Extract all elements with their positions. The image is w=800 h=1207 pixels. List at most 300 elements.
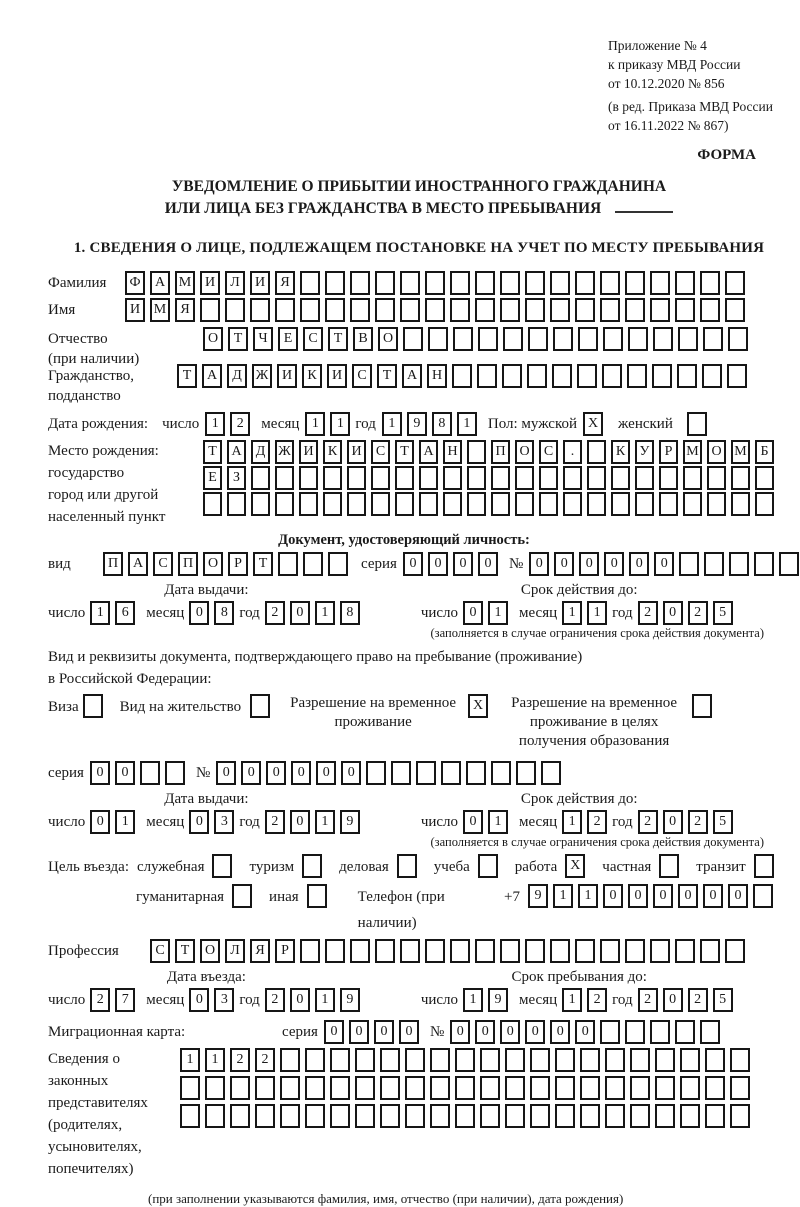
char-cell[interactable]: П <box>178 552 198 576</box>
char-cell[interactable] <box>635 492 654 516</box>
char-cell[interactable]: Е <box>278 327 298 351</box>
char-cell[interactable]: 9 <box>407 412 427 436</box>
char-cell[interactable] <box>300 298 320 322</box>
char-cell[interactable] <box>553 327 573 351</box>
char-cell[interactable]: X <box>565 854 585 878</box>
char-cell[interactable] <box>552 364 572 388</box>
char-cell[interactable]: Т <box>395 440 414 464</box>
char-cell[interactable]: С <box>539 440 558 464</box>
char-cell[interactable]: 1 <box>463 988 483 1012</box>
char-cell[interactable]: 0 <box>450 1020 470 1044</box>
char-cell[interactable]: 0 <box>316 761 336 785</box>
char-cell[interactable]: Т <box>228 327 248 351</box>
char-cell[interactable]: 3 <box>214 988 234 1012</box>
char-cell[interactable] <box>678 327 698 351</box>
char-cell[interactable] <box>430 1076 450 1100</box>
char-cell[interactable] <box>600 298 620 322</box>
char-cell[interactable] <box>305 1104 325 1128</box>
char-cell[interactable]: 0 <box>579 552 599 576</box>
char-cell[interactable]: Е <box>203 466 222 490</box>
char-cell[interactable] <box>200 298 220 322</box>
char-cell[interactable] <box>350 298 370 322</box>
char-cell[interactable] <box>505 1104 525 1128</box>
char-cell[interactable] <box>419 492 438 516</box>
char-cell[interactable]: 2 <box>90 988 110 1012</box>
char-cell[interactable]: 0 <box>550 1020 570 1044</box>
char-cell[interactable] <box>650 298 670 322</box>
char-cell[interactable]: 9 <box>528 884 548 908</box>
char-cell[interactable]: 2 <box>265 988 285 1012</box>
char-cell[interactable] <box>450 271 470 295</box>
char-cell[interactable] <box>525 939 545 963</box>
char-cell[interactable] <box>530 1104 550 1128</box>
char-cell[interactable] <box>729 552 749 576</box>
char-cell[interactable] <box>443 466 462 490</box>
char-cell[interactable]: 0 <box>653 884 673 908</box>
char-cell[interactable] <box>180 1104 200 1128</box>
char-cell[interactable]: К <box>302 364 322 388</box>
char-cell[interactable] <box>755 492 774 516</box>
char-cell[interactable] <box>707 492 726 516</box>
char-cell[interactable] <box>611 492 630 516</box>
char-cell[interactable] <box>416 761 436 785</box>
char-cell[interactable]: 9 <box>340 988 360 1012</box>
char-cell[interactable]: 0 <box>663 810 683 834</box>
char-cell[interactable] <box>605 1048 625 1072</box>
char-cell[interactable]: 1 <box>562 988 582 1012</box>
char-cell[interactable] <box>675 939 695 963</box>
char-cell[interactable]: С <box>150 939 170 963</box>
char-cell[interactable] <box>405 1104 425 1128</box>
char-cell[interactable]: 9 <box>340 810 360 834</box>
char-cell[interactable] <box>650 1020 670 1044</box>
char-cell[interactable] <box>539 492 558 516</box>
char-cell[interactable] <box>325 939 345 963</box>
char-cell[interactable] <box>278 552 298 576</box>
char-cell[interactable]: Б <box>755 440 774 464</box>
char-cell[interactable] <box>466 761 486 785</box>
char-cell[interactable] <box>587 492 606 516</box>
char-cell[interactable]: 0 <box>678 884 698 908</box>
char-cell[interactable]: . <box>563 440 582 464</box>
char-cell[interactable] <box>683 492 702 516</box>
char-cell[interactable]: И <box>250 271 270 295</box>
char-cell[interactable]: Н <box>427 364 447 388</box>
char-cell[interactable] <box>515 466 534 490</box>
char-cell[interactable]: 0 <box>189 601 209 625</box>
char-cell[interactable]: 1 <box>315 810 335 834</box>
char-cell[interactable] <box>467 440 486 464</box>
char-cell[interactable] <box>165 761 185 785</box>
char-cell[interactable]: 1 <box>578 884 598 908</box>
char-cell[interactable] <box>275 492 294 516</box>
char-cell[interactable]: 0 <box>349 1020 369 1044</box>
char-cell[interactable] <box>380 1048 400 1072</box>
char-cell[interactable]: 0 <box>374 1020 394 1044</box>
char-cell[interactable] <box>563 466 582 490</box>
char-cell[interactable]: 0 <box>324 1020 344 1044</box>
char-cell[interactable] <box>675 1020 695 1044</box>
char-cell[interactable] <box>603 327 623 351</box>
char-cell[interactable]: X <box>468 694 488 718</box>
char-cell[interactable] <box>575 298 595 322</box>
char-cell[interactable]: 5 <box>713 810 733 834</box>
char-cell[interactable] <box>505 1076 525 1100</box>
char-cell[interactable]: Я <box>175 298 195 322</box>
char-cell[interactable]: Ж <box>252 364 272 388</box>
char-cell[interactable] <box>400 939 420 963</box>
char-cell[interactable]: П <box>103 552 123 576</box>
char-cell[interactable]: 1 <box>562 810 582 834</box>
char-cell[interactable] <box>611 466 630 490</box>
char-cell[interactable]: О <box>515 440 534 464</box>
char-cell[interactable] <box>555 1048 575 1072</box>
char-cell[interactable] <box>705 1076 725 1100</box>
char-cell[interactable]: 3 <box>214 810 234 834</box>
char-cell[interactable] <box>400 298 420 322</box>
char-cell[interactable] <box>730 1076 750 1100</box>
char-cell[interactable] <box>391 761 411 785</box>
char-cell[interactable] <box>779 552 799 576</box>
char-cell[interactable] <box>539 466 558 490</box>
char-cell[interactable]: Р <box>659 440 678 464</box>
char-cell[interactable]: 1 <box>382 412 402 436</box>
char-cell[interactable]: 0 <box>189 988 209 1012</box>
char-cell[interactable]: Т <box>175 939 195 963</box>
char-cell[interactable] <box>728 327 748 351</box>
char-cell[interactable] <box>587 440 606 464</box>
char-cell[interactable]: 2 <box>587 810 607 834</box>
char-cell[interactable] <box>299 466 318 490</box>
char-cell[interactable] <box>605 1076 625 1100</box>
char-cell[interactable] <box>443 492 462 516</box>
char-cell[interactable] <box>328 552 348 576</box>
char-cell[interactable] <box>700 939 720 963</box>
char-cell[interactable] <box>705 1048 725 1072</box>
char-cell[interactable] <box>550 271 570 295</box>
char-cell[interactable] <box>347 492 366 516</box>
char-cell[interactable]: 1 <box>562 601 582 625</box>
char-cell[interactable] <box>703 327 723 351</box>
char-cell[interactable] <box>303 552 323 576</box>
char-cell[interactable] <box>505 1048 525 1072</box>
char-cell[interactable]: 0 <box>575 1020 595 1044</box>
char-cell[interactable] <box>600 271 620 295</box>
char-cell[interactable] <box>395 466 414 490</box>
char-cell[interactable] <box>650 271 670 295</box>
char-cell[interactable]: 8 <box>214 601 234 625</box>
char-cell[interactable]: 0 <box>604 552 624 576</box>
char-cell[interactable] <box>305 1076 325 1100</box>
char-cell[interactable] <box>225 298 245 322</box>
char-cell[interactable]: Н <box>443 440 462 464</box>
char-cell[interactable]: 8 <box>340 601 360 625</box>
char-cell[interactable] <box>530 1048 550 1072</box>
char-cell[interactable]: 7 <box>115 988 135 1012</box>
char-cell[interactable] <box>515 492 534 516</box>
char-cell[interactable] <box>652 364 672 388</box>
char-cell[interactable] <box>625 939 645 963</box>
char-cell[interactable] <box>731 492 750 516</box>
char-cell[interactable] <box>325 298 345 322</box>
char-cell[interactable] <box>650 939 670 963</box>
char-cell[interactable] <box>727 364 747 388</box>
char-cell[interactable]: 0 <box>475 1020 495 1044</box>
char-cell[interactable] <box>503 327 523 351</box>
char-cell[interactable] <box>680 1104 700 1128</box>
char-cell[interactable] <box>555 1104 575 1128</box>
char-cell[interactable]: И <box>200 271 220 295</box>
char-cell[interactable]: 0 <box>663 988 683 1012</box>
char-cell[interactable] <box>475 939 495 963</box>
char-cell[interactable]: 0 <box>453 552 473 576</box>
char-cell[interactable] <box>480 1104 500 1128</box>
char-cell[interactable] <box>299 492 318 516</box>
char-cell[interactable] <box>212 854 232 878</box>
char-cell[interactable]: 2 <box>638 988 658 1012</box>
char-cell[interactable]: О <box>707 440 726 464</box>
char-cell[interactable] <box>450 298 470 322</box>
char-cell[interactable]: 0 <box>525 1020 545 1044</box>
char-cell[interactable]: И <box>347 440 366 464</box>
char-cell[interactable]: 0 <box>189 810 209 834</box>
char-cell[interactable] <box>455 1076 475 1100</box>
char-cell[interactable]: 9 <box>488 988 508 1012</box>
char-cell[interactable] <box>692 694 712 718</box>
char-cell[interactable]: 0 <box>728 884 748 908</box>
char-cell[interactable]: 6 <box>115 601 135 625</box>
char-cell[interactable] <box>683 466 702 490</box>
char-cell[interactable]: 0 <box>241 761 261 785</box>
char-cell[interactable] <box>702 364 722 388</box>
char-cell[interactable]: X <box>583 412 603 436</box>
char-cell[interactable] <box>250 694 270 718</box>
char-cell[interactable]: О <box>200 939 220 963</box>
char-cell[interactable] <box>450 939 470 963</box>
char-cell[interactable]: У <box>635 440 654 464</box>
char-cell[interactable]: С <box>371 440 390 464</box>
char-cell[interactable] <box>707 466 726 490</box>
char-cell[interactable] <box>280 1048 300 1072</box>
char-cell[interactable]: О <box>378 327 398 351</box>
char-cell[interactable]: К <box>611 440 630 464</box>
char-cell[interactable] <box>687 412 707 436</box>
char-cell[interactable] <box>302 854 322 878</box>
char-cell[interactable] <box>475 271 495 295</box>
char-cell[interactable] <box>323 466 342 490</box>
char-cell[interactable] <box>704 552 724 576</box>
char-cell[interactable] <box>530 1076 550 1100</box>
char-cell[interactable]: Л <box>225 271 245 295</box>
char-cell[interactable] <box>478 854 498 878</box>
char-cell[interactable]: 2 <box>230 1048 250 1072</box>
char-cell[interactable] <box>350 939 370 963</box>
char-cell[interactable] <box>419 466 438 490</box>
char-cell[interactable] <box>251 492 270 516</box>
char-cell[interactable] <box>371 466 390 490</box>
char-cell[interactable]: 1 <box>330 412 350 436</box>
char-cell[interactable] <box>725 271 745 295</box>
char-cell[interactable] <box>753 884 773 908</box>
char-cell[interactable] <box>580 1076 600 1100</box>
char-cell[interactable]: 1 <box>305 412 325 436</box>
char-cell[interactable] <box>500 939 520 963</box>
char-cell[interactable]: 0 <box>266 761 286 785</box>
char-cell[interactable] <box>425 298 445 322</box>
char-cell[interactable]: В <box>353 327 373 351</box>
char-cell[interactable]: 0 <box>529 552 549 576</box>
char-cell[interactable] <box>355 1076 375 1100</box>
char-cell[interactable]: 2 <box>638 601 658 625</box>
char-cell[interactable] <box>453 327 473 351</box>
char-cell[interactable] <box>280 1104 300 1128</box>
char-cell[interactable] <box>563 492 582 516</box>
char-cell[interactable] <box>275 298 295 322</box>
char-cell[interactable] <box>380 1104 400 1128</box>
char-cell[interactable] <box>380 1076 400 1100</box>
char-cell[interactable]: 5 <box>713 601 733 625</box>
char-cell[interactable]: 2 <box>255 1048 275 1072</box>
char-cell[interactable] <box>375 298 395 322</box>
char-cell[interactable] <box>323 492 342 516</box>
char-cell[interactable]: 0 <box>290 810 310 834</box>
char-cell[interactable] <box>525 271 545 295</box>
char-cell[interactable] <box>205 1104 225 1128</box>
char-cell[interactable]: 1 <box>205 1048 225 1072</box>
char-cell[interactable] <box>397 854 417 878</box>
char-cell[interactable]: Ч <box>253 327 273 351</box>
char-cell[interactable]: А <box>402 364 422 388</box>
char-cell[interactable] <box>754 552 774 576</box>
char-cell[interactable]: О <box>203 327 223 351</box>
char-cell[interactable]: 2 <box>638 810 658 834</box>
char-cell[interactable]: Р <box>228 552 248 576</box>
char-cell[interactable]: 0 <box>603 884 623 908</box>
char-cell[interactable] <box>700 298 720 322</box>
char-cell[interactable] <box>300 939 320 963</box>
char-cell[interactable] <box>405 1048 425 1072</box>
char-cell[interactable]: С <box>352 364 372 388</box>
char-cell[interactable]: 1 <box>205 412 225 436</box>
char-cell[interactable] <box>355 1104 375 1128</box>
char-cell[interactable] <box>330 1076 350 1100</box>
char-cell[interactable] <box>630 1104 650 1128</box>
char-cell[interactable] <box>83 694 103 718</box>
char-cell[interactable]: Т <box>377 364 397 388</box>
char-cell[interactable] <box>405 1076 425 1100</box>
char-cell[interactable] <box>627 364 647 388</box>
char-cell[interactable]: 2 <box>230 412 250 436</box>
char-cell[interactable]: 1 <box>488 810 508 834</box>
char-cell[interactable] <box>577 364 597 388</box>
char-cell[interactable]: 0 <box>463 601 483 625</box>
char-cell[interactable] <box>525 298 545 322</box>
char-cell[interactable]: 1 <box>315 601 335 625</box>
char-cell[interactable]: 1 <box>587 601 607 625</box>
char-cell[interactable] <box>371 492 390 516</box>
char-cell[interactable] <box>375 939 395 963</box>
char-cell[interactable] <box>430 1048 450 1072</box>
char-cell[interactable] <box>500 271 520 295</box>
char-cell[interactable]: 0 <box>663 601 683 625</box>
char-cell[interactable] <box>467 492 486 516</box>
char-cell[interactable] <box>730 1104 750 1128</box>
char-cell[interactable] <box>300 271 320 295</box>
char-cell[interactable] <box>655 1048 675 1072</box>
char-cell[interactable]: С <box>153 552 173 576</box>
char-cell[interactable] <box>587 466 606 490</box>
char-cell[interactable] <box>227 492 246 516</box>
char-cell[interactable] <box>480 1048 500 1072</box>
char-cell[interactable]: 0 <box>629 552 649 576</box>
char-cell[interactable]: Д <box>251 440 270 464</box>
char-cell[interactable]: 0 <box>654 552 674 576</box>
char-cell[interactable] <box>630 1048 650 1072</box>
char-cell[interactable] <box>452 364 472 388</box>
char-cell[interactable] <box>675 271 695 295</box>
char-cell[interactable]: 8 <box>432 412 452 436</box>
char-cell[interactable] <box>680 1076 700 1100</box>
char-cell[interactable]: И <box>125 298 145 322</box>
char-cell[interactable] <box>205 1076 225 1100</box>
char-cell[interactable] <box>730 1048 750 1072</box>
char-cell[interactable] <box>602 364 622 388</box>
char-cell[interactable] <box>491 492 510 516</box>
char-cell[interactable] <box>754 854 774 878</box>
char-cell[interactable]: 2 <box>688 988 708 1012</box>
char-cell[interactable]: Я <box>275 271 295 295</box>
char-cell[interactable] <box>250 298 270 322</box>
char-cell[interactable]: 0 <box>403 552 423 576</box>
char-cell[interactable]: А <box>227 440 246 464</box>
char-cell[interactable]: 0 <box>341 761 361 785</box>
char-cell[interactable] <box>255 1076 275 1100</box>
char-cell[interactable] <box>355 1048 375 1072</box>
char-cell[interactable]: А <box>202 364 222 388</box>
char-cell[interactable]: 2 <box>688 810 708 834</box>
char-cell[interactable]: А <box>150 271 170 295</box>
char-cell[interactable] <box>578 327 598 351</box>
char-cell[interactable] <box>307 884 327 908</box>
char-cell[interactable]: А <box>128 552 148 576</box>
char-cell[interactable]: Т <box>177 364 197 388</box>
char-cell[interactable] <box>366 761 386 785</box>
char-cell[interactable] <box>731 466 750 490</box>
char-cell[interactable]: 0 <box>554 552 574 576</box>
char-cell[interactable]: 2 <box>587 988 607 1012</box>
char-cell[interactable] <box>428 327 448 351</box>
char-cell[interactable] <box>700 271 720 295</box>
char-cell[interactable]: С <box>303 327 323 351</box>
char-cell[interactable] <box>528 327 548 351</box>
char-cell[interactable] <box>395 492 414 516</box>
char-cell[interactable]: 1 <box>457 412 477 436</box>
char-cell[interactable] <box>625 298 645 322</box>
char-cell[interactable] <box>491 466 510 490</box>
char-cell[interactable]: 5 <box>713 988 733 1012</box>
char-cell[interactable]: 1 <box>90 601 110 625</box>
char-cell[interactable]: М <box>150 298 170 322</box>
char-cell[interactable] <box>478 327 498 351</box>
char-cell[interactable]: Т <box>253 552 273 576</box>
char-cell[interactable]: 0 <box>463 810 483 834</box>
char-cell[interactable]: 2 <box>688 601 708 625</box>
char-cell[interactable] <box>140 761 160 785</box>
char-cell[interactable] <box>305 1048 325 1072</box>
char-cell[interactable] <box>659 466 678 490</box>
char-cell[interactable] <box>180 1076 200 1100</box>
char-cell[interactable]: М <box>683 440 702 464</box>
